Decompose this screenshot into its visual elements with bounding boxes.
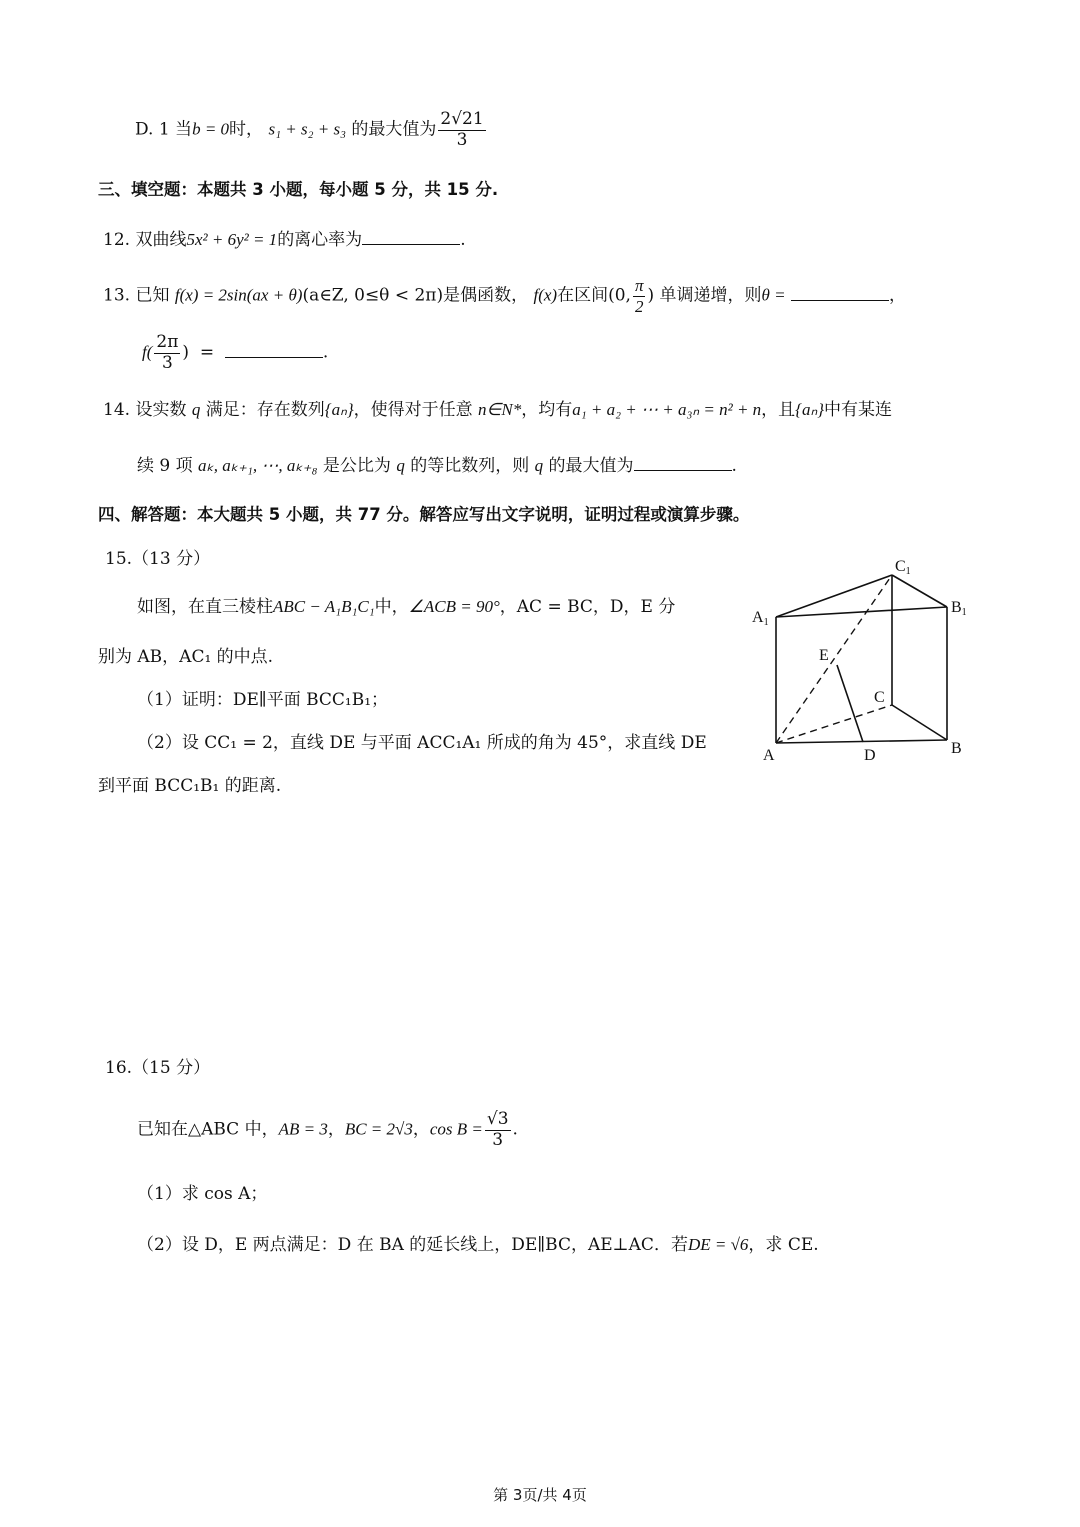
q13-label: 13.: [103, 285, 131, 306]
q13-text1: 已知: [135, 285, 170, 306]
q15-part1: （1）证明：DE∥平面 BCC₁B₁；: [137, 690, 389, 710]
q16-cos-num: √3: [486, 1109, 509, 1129]
q13-fx: f(x): [533, 285, 558, 305]
q13-f-close: ): [182, 342, 190, 363]
q13-interval-open: (0,: [608, 285, 631, 306]
q15-part2: （2）设 CC₁ = 2，直线 DE 与平面 ACC₁A₁ 所成的角为 45°，求直线 DE: [137, 733, 707, 753]
q16-part2-a: （2）设 D，E 两点满足：D 在 BA 的延长线上，DE∥BC，AE⊥AC．若: [137, 1235, 688, 1255]
q14-text-e: ，且: [761, 400, 796, 420]
q14-seq-2: {aₙ}: [795, 400, 825, 419]
label-b1: B1: [951, 599, 967, 618]
q16-cos-fraction: [485, 1110, 511, 1150]
q16-cos-den: 3: [492, 1129, 504, 1150]
q11-d-expr: s₁ + s₂ + s₃: [268, 119, 346, 139]
q13-func: f(x) = 2sin(ax + θ): [174, 285, 303, 305]
q14-text-a: 设实数: [135, 400, 187, 420]
q14-text-c: ，使得对于任意: [353, 400, 473, 420]
q14-text-2d: 的最大值为: [548, 456, 634, 476]
q13-pi-num: π: [634, 276, 644, 295]
q11-d-fraction: [438, 110, 485, 150]
q11-option-d: [135, 110, 488, 150]
q16-part2-b: ，求 CE.: [748, 1235, 819, 1255]
q15-label: 15.（13 分）: [105, 549, 211, 569]
q13-pi-fraction: [633, 276, 646, 316]
q13-cond: (a∈Z, 0≤θ < 2π): [302, 285, 444, 306]
q14-end: .: [731, 456, 737, 476]
q16-part1: （1）求 cos A；: [137, 1184, 268, 1204]
q14-line2: [137, 456, 737, 476]
q16-sep-2: ，: [412, 1119, 430, 1140]
q14-terms: aₖ, aₖ₊₁, ⋯, aₖ₊₈: [198, 456, 318, 475]
edge-c1b1: [892, 575, 947, 607]
label-d: D: [864, 747, 876, 764]
q16-cos: cos B =: [429, 1119, 483, 1139]
q13-text4: 单调递增，则: [659, 285, 762, 306]
q14-text-d: ，均有: [521, 400, 573, 420]
q15-intro-b: 中，: [374, 597, 409, 617]
q15-intro-line2: 别为 AB，AC₁ 的中点.: [98, 647, 274, 667]
q13-f-num: 2π: [156, 332, 179, 352]
q13-pi-den: 2: [634, 296, 644, 316]
edge-cb: [892, 705, 947, 740]
prism-figure: [745, 550, 985, 770]
q12-end: .: [460, 230, 466, 250]
label-e: E: [819, 647, 829, 664]
q16-sep-1: ，: [327, 1119, 345, 1140]
q14-text-2b: 是公比为: [322, 456, 391, 476]
q15-intro-a: 如图，在直三棱柱: [137, 597, 273, 617]
q15-intro-line1: [137, 597, 675, 617]
q14-q-3: q: [534, 456, 544, 475]
edge-ab: [776, 740, 947, 743]
q14-line1: [103, 400, 892, 420]
q12-label: 12.: [103, 230, 131, 250]
q15-angle: ∠ACB = 90°: [408, 597, 500, 616]
q14-nN: n∈N*: [478, 400, 522, 419]
segment-ac1-hidden: [776, 575, 892, 743]
q13-f-open: f(: [142, 342, 153, 362]
q12: [103, 230, 466, 250]
q13-text2: 是偶函数，: [443, 285, 529, 306]
q13-theta-eq: θ =: [761, 285, 786, 305]
q12-text: 双曲线: [135, 230, 187, 250]
section4-heading: 四、解答题：本大题共 5 小题，共 77 分。解答应写出文字说明，证明过程或演算步骤。: [98, 505, 750, 524]
q13-theta-blank[interactable]: [791, 286, 889, 301]
q13-text3: 在区间: [557, 285, 609, 306]
q16-ab: AB = 3: [278, 1119, 328, 1139]
q14-text-b: 满足：存在数列: [205, 400, 325, 420]
q14-sum: a₁ + a₂ + ⋯ + a₃ₙ = n² + n: [572, 400, 762, 419]
segment-de: [837, 665, 863, 742]
label-c: C: [874, 689, 885, 706]
q14-text-2c: 的等比数列，则: [410, 456, 530, 476]
q13-f-eq: =: [199, 342, 215, 363]
q11-d-prefix: D. 1 当: [135, 119, 193, 140]
q14-text-2a: 续 9 项: [137, 456, 193, 476]
q12-answer-blank[interactable]: [362, 230, 460, 245]
q13-line1: [103, 276, 906, 316]
label-a: A: [763, 747, 775, 764]
q16-intro: [137, 1110, 518, 1150]
q11-d-text: 的最大值为: [351, 119, 437, 140]
q12-suffix: 的离心率为: [277, 230, 363, 250]
page-footer: 第 3页/共 4页: [493, 1486, 587, 1504]
label-a1: A1: [752, 609, 769, 628]
q14-seq: {aₙ}: [324, 400, 354, 419]
q13-comma: ，: [889, 285, 907, 306]
q14-text-f: 中有某连: [824, 400, 893, 420]
q11-d-den: 3: [456, 129, 468, 150]
q13-f-fraction: [154, 333, 180, 373]
q14-q-2: q: [396, 456, 405, 475]
q13-end: .: [322, 342, 329, 363]
q16-intro-a: 已知在△ABC 中，: [137, 1119, 279, 1140]
q11-d-mid: 时，: [229, 119, 264, 140]
q16-de: DE = √6: [687, 1235, 749, 1254]
q16-bc: BC = 2√3: [344, 1119, 413, 1139]
q11-d-cond: b = 0: [192, 119, 230, 139]
q14-q: q: [191, 400, 201, 419]
q11-d-num: 2√21: [440, 109, 484, 129]
q15-intro-c: ，AC = BC，D，E 分: [499, 597, 676, 617]
q15-prism: ABC − A₁B₁C₁: [273, 597, 375, 616]
q15-part2-cont: 到平面 BCC₁B₁ 的距离.: [98, 776, 282, 796]
label-b: B: [951, 740, 962, 757]
edge-ac-hidden: [776, 705, 892, 743]
q16-part2: [137, 1235, 819, 1255]
q13-line2: [142, 333, 328, 373]
q16-end: .: [512, 1119, 518, 1140]
q16-label: 16.（15 分）: [105, 1058, 211, 1078]
q14-label: 14.: [103, 400, 131, 420]
q13-interval-close: ): [647, 285, 655, 306]
q14-answer-blank[interactable]: [634, 456, 732, 471]
label-c1: C1: [895, 558, 911, 577]
q13-f-blank[interactable]: [225, 343, 323, 358]
section3-heading: 三、填空题：本题共 3 小题，每小题 5 分，共 15 分.: [98, 180, 499, 199]
q13-f-den: 3: [161, 352, 173, 373]
q12-expr: 5x² + 6y² = 1: [186, 230, 278, 249]
